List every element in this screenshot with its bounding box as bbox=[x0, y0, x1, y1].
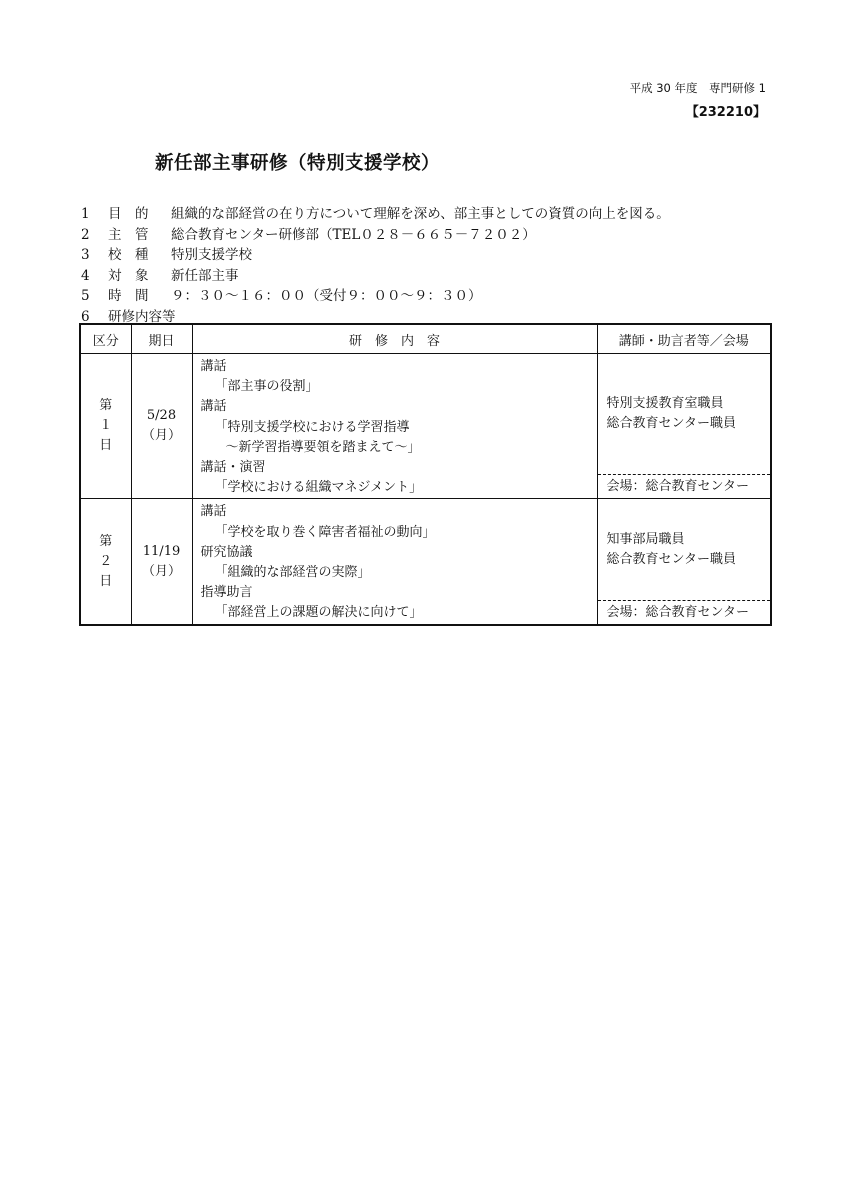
outline-number: 5 bbox=[81, 288, 90, 305]
outline-number: 3 bbox=[81, 247, 90, 264]
content-line: 「部主事の役割」 bbox=[214, 379, 319, 395]
outline-text: 組織的な部経営の在り方について理解を深め、部主事としての資質の向上を図る。 bbox=[171, 206, 670, 222]
day-char: ２ bbox=[99, 553, 113, 569]
page-title: 新任部主事研修（特別支援学校） bbox=[155, 153, 441, 174]
date-value: 5/28 bbox=[146, 408, 177, 424]
outline-item-purpose bbox=[81, 204, 670, 225]
content-line: ～新学習指導要領を踏まえて～」 bbox=[225, 439, 421, 455]
outline-label: 主 管 bbox=[108, 226, 149, 243]
day-char: 第 bbox=[99, 533, 113, 549]
day-char: １ bbox=[99, 418, 113, 434]
outline-label: 対 象 bbox=[108, 267, 149, 284]
outline-label: 時 間 bbox=[108, 288, 149, 305]
schedule-table bbox=[79, 323, 772, 626]
outline-text: 総合教育センター研修部（TEL０２８－６６５－７２０２） bbox=[171, 226, 536, 243]
content-line: 「部経営上の課題の解決に向けて」 bbox=[214, 605, 423, 621]
instructor-name: 特別支援教育室職員 bbox=[606, 395, 724, 411]
outline-text: 新任部主事 bbox=[171, 267, 239, 284]
instructor-name: 総合教育センター職員 bbox=[606, 416, 736, 432]
table-row bbox=[80, 499, 771, 626]
day-cell bbox=[80, 499, 131, 626]
content-line: 講話 bbox=[200, 504, 227, 520]
date-cell bbox=[131, 354, 192, 499]
table-row bbox=[80, 354, 771, 499]
content-line: 「組織的な部経営の実際」 bbox=[214, 564, 371, 580]
content-line: 「学校における組織マネジメント」 bbox=[214, 480, 423, 496]
date-cell bbox=[131, 499, 192, 626]
document-code: 【232210】 bbox=[685, 105, 766, 120]
day-char: 日 bbox=[99, 573, 113, 589]
day-char: 第 bbox=[99, 398, 113, 414]
outline-label: 研修内容等 bbox=[108, 308, 176, 325]
column-header-kubun: 区分 bbox=[80, 324, 131, 354]
venue-label: 会場：総合教育センター bbox=[598, 474, 771, 498]
outline-item-target bbox=[81, 266, 670, 287]
instructor-name: 総合教育センター職員 bbox=[606, 551, 736, 567]
content-cell bbox=[192, 499, 597, 626]
day-char: 日 bbox=[99, 438, 113, 454]
outline-number: 4 bbox=[81, 267, 90, 284]
content-line: 指導助言 bbox=[200, 585, 253, 601]
date-value: 11/19 bbox=[142, 543, 181, 559]
outline-number: 1 bbox=[81, 206, 90, 222]
outline-number: 6 bbox=[81, 308, 90, 325]
venue-label: 会場：総合教育センター bbox=[598, 600, 771, 624]
content-cell bbox=[192, 354, 597, 499]
column-header-date: 期日 bbox=[131, 324, 192, 354]
outline-text: 特別支援学校 bbox=[171, 247, 252, 264]
instructor-cell bbox=[597, 354, 771, 499]
outline-number: 2 bbox=[81, 226, 90, 243]
content-line: 研究協議 bbox=[200, 544, 253, 560]
column-header-instructors: 講師・助言者等／会場 bbox=[597, 324, 771, 354]
table-header-row bbox=[80, 324, 771, 354]
weekday-value: （月） bbox=[141, 428, 181, 444]
document-year-label: 平成 30 年度 専門研修 1 bbox=[629, 81, 766, 95]
outline-text: ９：３０～１６：００（受付９：００～９：３０） bbox=[171, 288, 482, 305]
column-header-content: 研 修 内 容 bbox=[192, 324, 597, 354]
weekday-value: （月） bbox=[141, 563, 181, 579]
outline-list bbox=[81, 204, 670, 328]
content-line: 講話 bbox=[200, 399, 227, 415]
content-line: 「学校を取り巻く障害者福祉の動向」 bbox=[214, 524, 436, 540]
outline-item-time bbox=[81, 286, 670, 307]
instructor-name: 知事部局職員 bbox=[606, 531, 685, 547]
content-line: 「特別支援学校における学習指導 bbox=[214, 419, 410, 435]
instructor-cell bbox=[597, 499, 771, 626]
outline-label: 校 種 bbox=[108, 247, 149, 264]
outline-label: 目 的 bbox=[108, 206, 149, 222]
outline-item-organizer bbox=[81, 225, 670, 246]
day-cell bbox=[80, 354, 131, 499]
content-line: 講話・演習 bbox=[200, 459, 266, 475]
content-line: 講話 bbox=[200, 359, 227, 374]
outline-item-school-type bbox=[81, 245, 670, 266]
